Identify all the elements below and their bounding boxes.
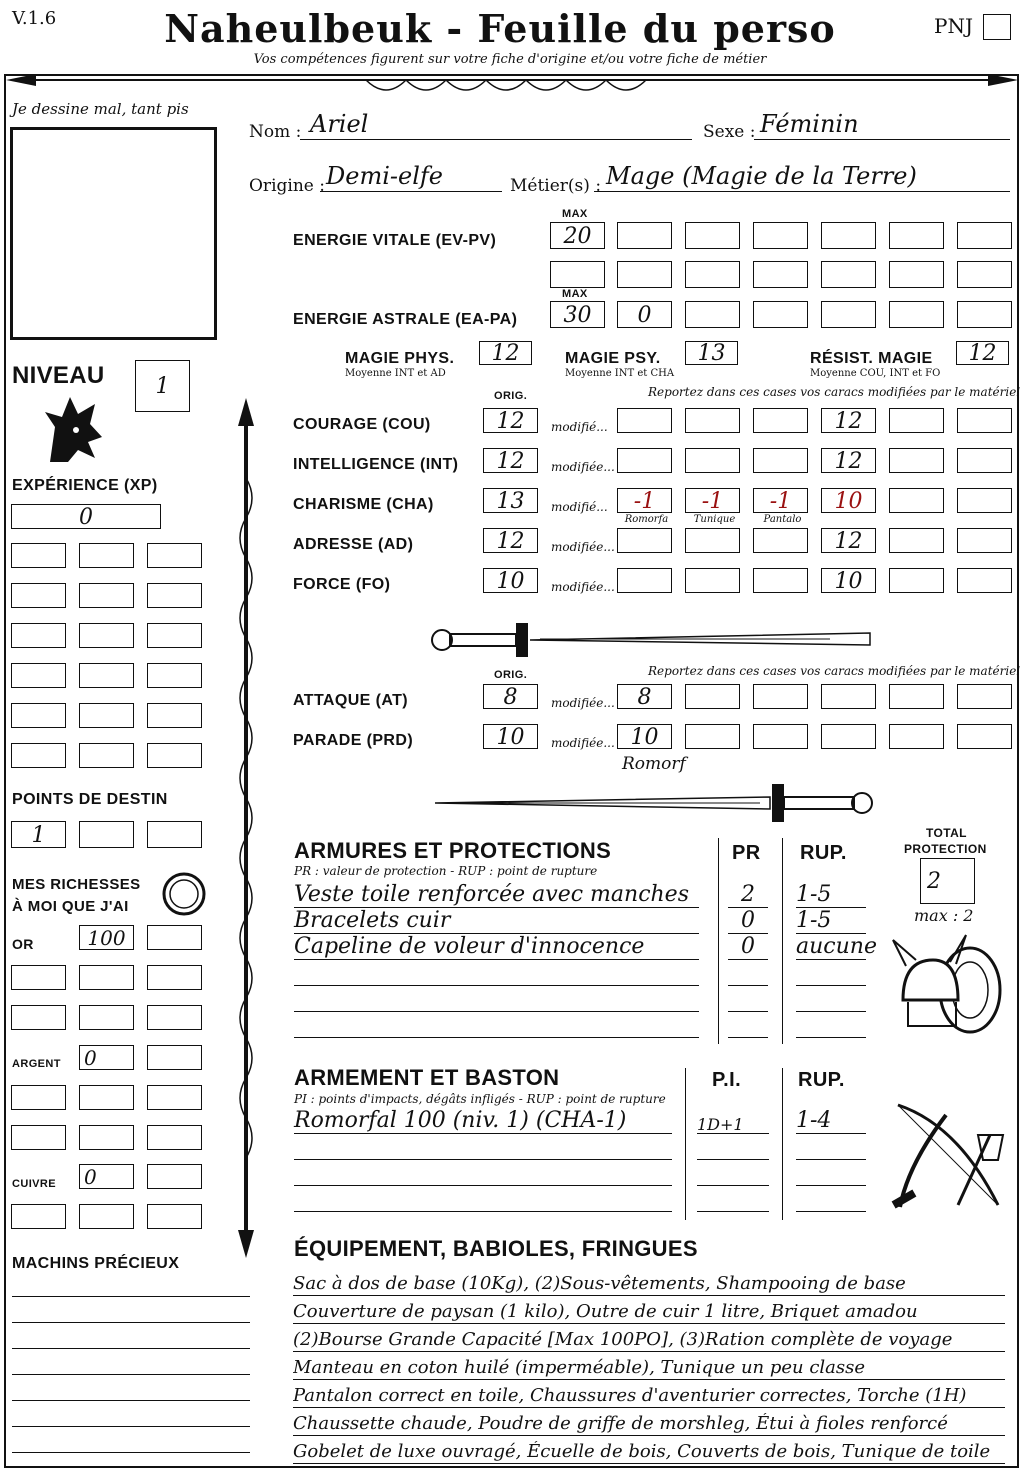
weapons-divider-1 xyxy=(685,1068,686,1220)
stats-mod-box[interactable] xyxy=(617,568,672,593)
armor-item-pr[interactable] xyxy=(728,960,768,986)
ea-label: ENERGIE ASTRALE (EA-PA) xyxy=(293,311,518,328)
resist-magie-box[interactable]: 12 xyxy=(956,341,1009,365)
magie-phys-label: MAGIE PHYS. xyxy=(345,350,455,367)
combat-mod-label: modifiée... xyxy=(551,736,615,750)
weapon-item-pi[interactable] xyxy=(697,1160,769,1186)
argent-grid-box[interactable] xyxy=(147,1085,202,1110)
armor-note: PR : valeur de protection - RUP : point de rupture xyxy=(294,864,598,878)
ev-box[interactable] xyxy=(821,222,876,249)
armor-item-rup[interactable]: 1-5 xyxy=(796,908,866,934)
ev-box[interactable] xyxy=(821,261,876,288)
weapon-item-pi[interactable] xyxy=(697,1134,769,1160)
stats-label: FORCE (FO) xyxy=(293,576,391,593)
magie-phys-box[interactable]: 12 xyxy=(479,341,532,365)
weapon-item-name[interactable] xyxy=(294,1134,672,1160)
armor-item-name[interactable] xyxy=(294,986,699,1012)
armor-pr-label: PR xyxy=(732,842,761,864)
ea-max-box[interactable]: 30 xyxy=(550,301,605,328)
ev-box[interactable] xyxy=(617,222,672,249)
stats-orig-box[interactable]: 12 xyxy=(483,448,538,473)
stats-mod-label: modifié... xyxy=(551,420,608,434)
orig-label-stats: ORIG. xyxy=(494,390,528,402)
helmet-shield-icon xyxy=(888,930,1008,1040)
ev-box[interactable] xyxy=(753,222,808,249)
stats-mod-note: Romorfa xyxy=(624,514,669,525)
ea-box[interactable] xyxy=(821,301,876,328)
dragon-icon xyxy=(40,392,106,464)
weapon-item-rup[interactable] xyxy=(796,1134,866,1160)
combat-mod-box[interactable]: 8 xyxy=(617,684,672,709)
argent-grid-box[interactable] xyxy=(11,1085,66,1110)
xp-grid-box[interactable] xyxy=(147,663,202,688)
xp-grid-box[interactable] xyxy=(11,543,66,568)
ea-current-box[interactable]: 0 xyxy=(617,301,672,328)
xp-grid-box[interactable] xyxy=(147,703,202,728)
weapons-rup-label: RUP. xyxy=(798,1069,845,1091)
or-grid-box[interactable] xyxy=(11,1005,66,1030)
equipment-line[interactable]: Sac à dos de base (10Kg), (2)Sous-vêtements, Shampooing de base xyxy=(293,1273,1005,1296)
armor-item-name[interactable]: Capeline de voleur d'innocence xyxy=(294,934,699,960)
richesses-label-1: MES RICHESSES xyxy=(12,876,141,893)
xp-grid-box[interactable] xyxy=(147,743,202,768)
nom-field[interactable]: Ariel xyxy=(300,110,692,140)
ev-box[interactable] xyxy=(685,261,740,288)
machins-line[interactable] xyxy=(12,1452,250,1453)
armor-item-pr[interactable] xyxy=(728,986,768,1012)
weapon-item-name[interactable]: Romorfal 100 (niv. 1) (CHA-1) xyxy=(294,1108,672,1134)
stats-mod-box[interactable]: -1 xyxy=(617,488,672,513)
origine-label: Origine : xyxy=(249,176,325,196)
combat-mod-box[interactable] xyxy=(821,724,876,749)
stats-mod-note: Tunique xyxy=(693,514,736,525)
report-note-stats: Reportez dans ces cases vos caracs modifiées par le matériel xyxy=(648,385,1021,399)
crossed-weapons-icon xyxy=(888,1095,1013,1220)
equipment-line[interactable]: Chaussette chaude, Poudre de griffe de morshleg, Étui à fioles renforcé xyxy=(293,1413,1005,1436)
sexe-label: Sexe : xyxy=(703,122,756,142)
version-label: V.1.6 xyxy=(12,8,57,29)
stats-mod-box[interactable] xyxy=(889,528,944,553)
weapon-item-rup[interactable] xyxy=(796,1160,866,1186)
stats-label: INTELLIGENCE (INT) xyxy=(293,456,459,473)
combat-mod-box[interactable] xyxy=(821,684,876,709)
ev-box[interactable] xyxy=(957,222,1012,249)
stats-mod-label: modifiée... xyxy=(551,460,615,474)
cuivre-grid-box[interactable] xyxy=(11,1204,66,1229)
total-protection-box[interactable]: 2 xyxy=(920,858,975,904)
armor-title: ARMURES ET PROTECTIONS xyxy=(294,838,612,863)
xp-grid-box[interactable] xyxy=(79,543,134,568)
portrait-caption: Je dessine mal, tant pis xyxy=(12,100,189,118)
metier-field[interactable]: Mage (Magie de la Terre) xyxy=(594,162,1010,192)
xp-grid-box[interactable] xyxy=(11,743,66,768)
armor-item-rup[interactable]: aucune xyxy=(796,934,877,959)
destin-box-1[interactable]: 1 xyxy=(11,821,66,848)
niveau-box[interactable]: 1 xyxy=(135,360,190,412)
ev-box[interactable] xyxy=(753,261,808,288)
stats-orig-box[interactable]: 13 xyxy=(483,488,538,513)
armor-item-pr[interactable]: 2 xyxy=(728,882,768,908)
ea-box[interactable] xyxy=(685,301,740,328)
stats-mod-box[interactable] xyxy=(957,408,1012,433)
stats-mod-label: modifiée... xyxy=(551,540,615,554)
stats-mod-box[interactable] xyxy=(753,408,808,433)
combat-orig-box[interactable]: 8 xyxy=(483,684,538,709)
armor-rup-label: RUP. xyxy=(800,842,847,864)
cuivre-box[interactable]: 0 xyxy=(79,1164,134,1189)
richesses-label-2: À MOI QUE J'AI xyxy=(12,898,129,915)
armor-item-rup[interactable] xyxy=(796,1012,866,1038)
weapon-item-name[interactable] xyxy=(294,1160,672,1186)
stats-mod-box[interactable] xyxy=(889,568,944,593)
stats-mod-note: Pantalo xyxy=(763,514,802,525)
stats-label: CHARISME (CHA) xyxy=(293,496,434,513)
combat-mod-box[interactable]: 10 xyxy=(617,724,672,749)
xp-box[interactable]: 0 xyxy=(11,504,161,529)
or-grid-box[interactable] xyxy=(79,965,134,990)
stats-mod-box[interactable]: 12 xyxy=(821,408,876,433)
or-grid-box[interactable] xyxy=(11,965,66,990)
destin-box-2[interactable] xyxy=(79,821,134,848)
stats-mod-box[interactable] xyxy=(685,568,740,593)
combat-mod-box[interactable] xyxy=(889,684,944,709)
machins-line[interactable] xyxy=(12,1426,250,1427)
xp-grid-box[interactable] xyxy=(11,703,66,728)
or-grid-box[interactable] xyxy=(147,965,202,990)
combat-orig-box[interactable]: 10 xyxy=(483,724,538,749)
magie-psy-note: Moyenne INT et CHA xyxy=(565,368,675,379)
argent-grid-box[interactable] xyxy=(11,1125,66,1150)
or-grid-box[interactable] xyxy=(79,1005,134,1030)
destin-box-3[interactable] xyxy=(147,821,202,848)
argent-grid-box[interactable] xyxy=(147,1045,202,1070)
stats-mod-box[interactable]: -1 xyxy=(753,488,808,513)
ev-max-label: MAX xyxy=(562,208,588,220)
destin-label: POINTS DE DESTIN xyxy=(12,791,168,808)
stats-mod-box[interactable] xyxy=(685,448,740,473)
stats-label: ADRESSE (AD) xyxy=(293,536,414,553)
combat-mod-box[interactable] xyxy=(957,684,1012,709)
combat-mod-box[interactable] xyxy=(685,724,740,749)
xp-grid-box[interactable] xyxy=(147,583,202,608)
argent-grid-box[interactable] xyxy=(147,1125,202,1150)
ev-box[interactable] xyxy=(685,222,740,249)
sexe-field[interactable]: Féminin xyxy=(754,110,1010,140)
weapon-item-name[interactable] xyxy=(294,1186,672,1212)
pnj-label: PNJ xyxy=(934,14,973,38)
page-subtitle: Vos compétences figurent sur votre fiche d'origine et/ou votre fiche de métier xyxy=(253,52,767,67)
stats-mod-label: modifiée... xyxy=(551,580,615,594)
orig-label-combat: ORIG. xyxy=(494,669,528,681)
stats-mod-box[interactable]: 10 xyxy=(821,488,876,513)
weapons-title: ARMEMENT ET BASTON xyxy=(294,1065,560,1090)
magie-phys-note: Moyenne INT et AD xyxy=(345,368,446,379)
stats-mod-box[interactable] xyxy=(753,448,808,473)
ev-box[interactable] xyxy=(550,261,605,288)
machins-label: MACHINS PRÉCIEUX xyxy=(12,1255,180,1272)
armor-item-rup[interactable] xyxy=(796,960,866,986)
ea-max-label: MAX xyxy=(562,288,588,300)
stats-mod-box[interactable] xyxy=(685,408,740,433)
stats-mod-box[interactable] xyxy=(889,488,944,513)
ev-box[interactable] xyxy=(957,261,1012,288)
cuivre-grid-box[interactable] xyxy=(147,1204,202,1229)
ea-box[interactable] xyxy=(889,301,944,328)
argent-grid-box[interactable] xyxy=(79,1085,134,1110)
niveau-label: NIVEAU xyxy=(12,362,105,389)
ev-max-box[interactable]: 20 xyxy=(550,222,605,249)
stats-mod-box[interactable] xyxy=(617,528,672,553)
combat-label: PARADE (PRD) xyxy=(293,732,414,749)
weapons-note: PI : points d'impacts, dégâts infligés - RUP : point de rupture xyxy=(294,1092,666,1106)
argent-grid-box[interactable] xyxy=(79,1125,134,1150)
xp-grid-box[interactable] xyxy=(11,583,66,608)
armor-item-name[interactable]: Veste toile renforcée avec manches xyxy=(294,882,699,908)
weapon-item-pi[interactable] xyxy=(697,1186,769,1212)
argent-box[interactable]: 0 xyxy=(79,1045,134,1070)
machins-line[interactable] xyxy=(12,1296,250,1297)
stats-mod-box[interactable] xyxy=(685,528,740,553)
nom-label: Nom : xyxy=(249,122,302,142)
equipment-line[interactable]: (2)Bourse Grande Capacité [Max 100PO], (3)Ration complète de voyage xyxy=(293,1329,1005,1352)
stats-mod-box[interactable] xyxy=(617,448,672,473)
stats-mod-box[interactable] xyxy=(617,408,672,433)
xp-grid-box[interactable] xyxy=(11,623,66,648)
stats-mod-box[interactable] xyxy=(957,448,1012,473)
pnj-checkbox[interactable] xyxy=(983,14,1011,40)
sword-icon xyxy=(430,615,880,665)
stats-mod-box[interactable]: -1 xyxy=(685,488,740,513)
stats-mod-box[interactable] xyxy=(753,568,808,593)
ea-box[interactable] xyxy=(957,301,1012,328)
ev-box[interactable] xyxy=(889,222,944,249)
stats-mod-box[interactable] xyxy=(957,488,1012,513)
equipment-title: ÉQUIPEMENT, BABIOLES, FRINGUES xyxy=(294,1236,698,1261)
xp-grid-box[interactable] xyxy=(11,663,66,688)
stats-orig-box[interactable]: 12 xyxy=(483,528,538,553)
armor-item-pr[interactable]: 0 xyxy=(728,908,768,934)
weapon-item-rup[interactable]: 1-4 xyxy=(796,1108,866,1134)
equipment-line[interactable]: Gobelet de luxe ouvragé, Écuelle de bois, Couverts de bois, Tunique de toile xyxy=(293,1441,1005,1464)
equipment-line[interactable]: Manteau en coton huilé (imperméable), Tunique un peu classe xyxy=(293,1357,1005,1380)
xp-grid-box[interactable] xyxy=(147,543,202,568)
machins-line[interactable] xyxy=(12,1374,250,1375)
total-label-2: PROTECTION xyxy=(904,842,987,856)
combat-mod-box[interactable] xyxy=(957,724,1012,749)
magie-psy-box[interactable]: 13 xyxy=(685,341,738,365)
total-label-1: TOTAL xyxy=(926,826,967,840)
stats-mod-box[interactable] xyxy=(957,568,1012,593)
xp-grid-box[interactable] xyxy=(147,623,202,648)
stats-orig-box[interactable]: 12 xyxy=(483,408,538,433)
argent-label: ARGENT xyxy=(12,1058,61,1070)
origine-field[interactable]: Demi-elfe xyxy=(320,162,502,192)
resist-magie-note: Moyenne COU, INT et FO xyxy=(810,368,941,379)
or-box-2[interactable] xyxy=(147,925,202,950)
stats-mod-box[interactable] xyxy=(957,528,1012,553)
magie-psy-label: MAGIE PSY. xyxy=(565,350,661,367)
combat-label: ATTAQUE (AT) xyxy=(293,692,408,709)
xp-grid-box[interactable] xyxy=(79,623,134,648)
armor-item-pr[interactable]: 0 xyxy=(728,934,768,960)
sword-icon-2 xyxy=(430,778,880,828)
equipment-line[interactable]: Pantalon correct en toile, Chaussures d'aventurier correctes, Torche (1H) xyxy=(293,1385,1005,1408)
armor-item-rup[interactable] xyxy=(796,986,866,1012)
combat-mod-box[interactable] xyxy=(753,684,808,709)
ev-box[interactable] xyxy=(617,261,672,288)
total-max: max : 2 xyxy=(914,906,974,925)
xp-grid-box[interactable] xyxy=(79,663,134,688)
stats-mod-box[interactable] xyxy=(889,408,944,433)
page-title: Naheulbeuk - Feuille du perso xyxy=(164,6,836,51)
xp-grid-box[interactable] xyxy=(79,703,134,728)
stats-mod-box[interactable] xyxy=(753,528,808,553)
ev-label: ENERGIE VITALE (EV-PV) xyxy=(293,232,497,249)
ev-box[interactable] xyxy=(889,261,944,288)
combat-note: Romorf xyxy=(622,754,686,774)
armor-item-pr[interactable] xyxy=(728,1012,768,1038)
stats-mod-box[interactable]: 12 xyxy=(821,448,876,473)
xp-label: EXPÉRIENCE (XP) xyxy=(12,477,158,494)
armor-divider-2 xyxy=(782,838,783,1044)
weapons-pi-label: P.I. xyxy=(712,1069,742,1091)
weapon-item-pi[interactable]: 1D+1 xyxy=(697,1108,769,1134)
xp-grid-box[interactable] xyxy=(79,583,134,608)
equipment-line[interactable]: Couverture de paysan (1 kilo), Outre de cuir 1 litre, Briquet amadou xyxy=(293,1301,1005,1324)
stats-orig-box[interactable]: 10 xyxy=(483,568,538,593)
xp-grid-box[interactable] xyxy=(79,743,134,768)
resist-magie-label: RÉSIST. MAGIE xyxy=(810,350,933,367)
combat-mod-box[interactable] xyxy=(753,724,808,749)
ea-box[interactable] xyxy=(753,301,808,328)
armor-item-rup[interactable]: 1-5 xyxy=(796,882,866,908)
combat-mod-label: modifiée... xyxy=(551,696,615,710)
armor-item-name[interactable]: Bracelets cuir xyxy=(294,908,699,934)
combat-mod-box[interactable] xyxy=(889,724,944,749)
weapons-divider-2 xyxy=(782,1068,783,1220)
or-grid-box[interactable] xyxy=(147,1005,202,1030)
cuivre-label: CUIVRE xyxy=(12,1178,56,1190)
stats-mod-box[interactable]: 12 xyxy=(821,528,876,553)
metier-label: Métier(s) : xyxy=(510,176,602,196)
machins-line[interactable] xyxy=(12,1348,250,1349)
machins-line[interactable] xyxy=(12,1400,250,1401)
stats-mod-box[interactable] xyxy=(889,448,944,473)
stats-label: COURAGE (COU) xyxy=(293,416,431,433)
cuivre-grid-box[interactable] xyxy=(79,1204,134,1229)
armor-divider-1 xyxy=(718,838,719,1044)
or-label: OR xyxy=(12,936,34,952)
or-box[interactable]: 100 xyxy=(79,925,134,950)
stats-mod-box[interactable]: 10 xyxy=(821,568,876,593)
cuivre-grid-box[interactable] xyxy=(147,1164,202,1189)
combat-mod-box[interactable] xyxy=(685,684,740,709)
armor-item-name[interactable] xyxy=(294,960,699,986)
report-note-combat: Reportez dans ces cases vos caracs modifiées par le matériel xyxy=(648,664,1021,678)
coin-icon xyxy=(160,870,208,918)
staff-decoration-icon xyxy=(228,398,264,1258)
stats-mod-label: modifié... xyxy=(551,500,608,514)
machins-line[interactable] xyxy=(12,1322,250,1323)
armor-item-name[interactable] xyxy=(294,1012,699,1038)
weapon-item-rup[interactable] xyxy=(796,1186,866,1212)
portrait-box[interactable] xyxy=(10,127,217,340)
